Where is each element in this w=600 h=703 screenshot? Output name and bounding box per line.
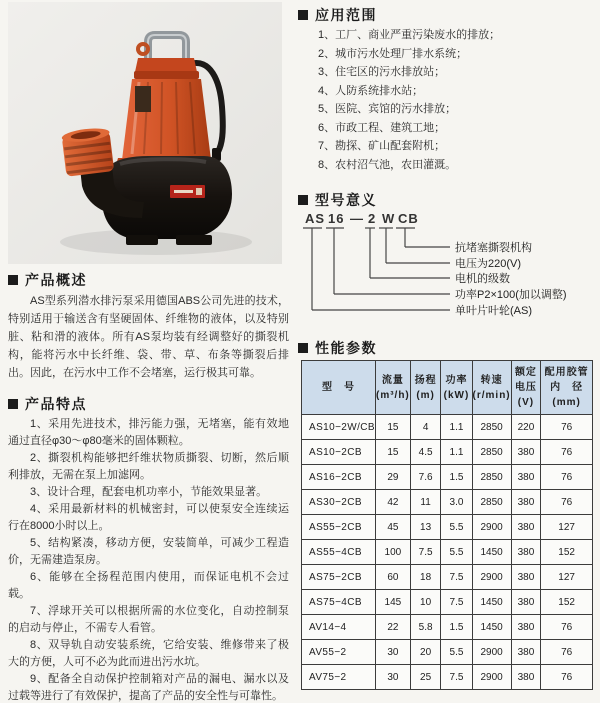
model-cell: AS55−2CB [302,515,376,540]
model-cell: AS30−2CB [302,490,376,515]
nameplate [135,86,151,112]
table-row [302,565,593,590]
model-cell: AS55−4CB [302,540,376,565]
table-row [302,615,593,640]
pump-foot-left [126,235,158,245]
model-cell: AV75−2 [302,665,376,690]
value-cell: 127 [541,565,593,590]
value-cell: 1.5 [441,465,472,490]
value-cell: 5.5 [441,540,472,565]
column-header: 转速 (r/min) [472,361,511,415]
value-cell: 20 [410,640,441,665]
value-cell: 76 [541,640,593,665]
value-cell: 15 [375,415,410,440]
column-header: 配用胶管 内 径 (mm) [541,361,593,415]
model-cell: AS10−2W/CB [302,415,376,440]
label-poles: 电机的级数 [455,273,510,285]
value-cell: 22 [375,615,410,640]
value-cell: 145 [375,590,410,615]
section-title-features [8,394,87,414]
section-title-model-meaning [298,190,377,210]
table-row [302,665,593,690]
application-item: 5、医院、宾馆的污水排放； [318,103,457,115]
value-cell: 380 [511,615,541,640]
table-row [302,440,593,465]
value-cell: 220 [511,415,541,440]
value-cell: 380 [511,465,541,490]
value-cell: 4 [410,415,441,440]
application-item: 1、工厂、商业严重污染废水的排放； [318,29,501,41]
value-cell: 5.8 [410,615,441,640]
column-header: 额定 电压 (V) [511,361,541,415]
value-cell: 152 [541,540,593,565]
model-code-diagram [300,210,596,322]
application-item: 8、农村沼气池，农田灌溉。 [318,158,457,171]
value-cell: 29 [375,465,410,490]
section-title-performance [298,338,377,358]
section-title-applications [298,5,377,25]
value-cell: 2900 [472,565,511,590]
table-row [302,490,593,515]
value-cell: 380 [511,440,541,465]
overview-paragraph [8,292,289,382]
value-cell: 380 [511,490,541,515]
feature-item: 2、撕裂机构能够把纤维状物质撕裂、切断，然后顺利排放，无需在泵上加滤网。 [8,452,289,481]
value-cell: 1.1 [441,440,472,465]
value-cell: 1.5 [441,615,472,640]
value-cell: 10 [410,590,441,615]
feature-item: 5、结构紧凑，移动方便，安装简单，可减少工程造价，无需建造泵房。 [8,537,289,566]
overview-body-text: AS型系列潜水排污泵采用德国ABS公司先进的技术，特别适用于输送含有坚硬固体、纤维物的液体，以及特别脏、粘和滑的液体。所有AS泵均装有经调整好的撕裂机构，能将污水中长纤维、袋、带、草、布条等撕裂后排出。因此，在污水中工作不会堵塞，运行极其可靠。 [8,295,289,379]
value-cell: 11 [410,490,441,515]
table-row [302,415,593,440]
square-bullet-icon [298,195,308,205]
value-cell: 76 [541,615,593,640]
feature-item: 3、设计合理，配套电机功率小，节能效果显著。 [30,486,268,498]
value-cell: 1450 [472,615,511,640]
code-part-series: AS [305,211,326,226]
value-cell: 3.0 [441,490,472,515]
feature-list [8,416,289,703]
application-item: 3、住宅区的污水排放站； [318,66,446,78]
applications-title-text: 应用范围 [315,7,377,23]
model-cell: AS10−2CB [302,440,376,465]
application-item: 4、人防系统排水站； [318,84,424,97]
value-cell: 60 [375,565,410,590]
table-row [302,640,593,665]
value-cell: 380 [511,665,541,690]
value-cell: 18 [410,565,441,590]
value-cell: 30 [375,665,410,690]
value-cell: 2850 [472,415,511,440]
value-cell: 2900 [472,665,511,690]
value-cell: 2850 [472,465,511,490]
value-cell: 380 [511,515,541,540]
value-cell: 2850 [472,440,511,465]
value-cell: 380 [511,590,541,615]
value-cell: 1450 [472,590,511,615]
column-header: 功率 (kW) [441,361,472,415]
value-cell: 45 [375,515,410,540]
application-item: 6、市政工程、建筑工地； [318,121,446,134]
red-label-mark [196,188,202,195]
table-row [302,540,593,565]
feature-item: 1、采用先进技术，排污能力强，无堵塞，能有效地通过直径φ30～φ80毫米的固体颗粒。 [8,418,289,447]
pump-illustration [8,2,282,264]
value-cell: 13 [410,515,441,540]
table-row [302,515,593,540]
model-cell: AS16−2CB [302,465,376,490]
application-item: 7、勘探、矿山配套附机； [318,140,446,152]
column-header: 型 号 [302,361,376,415]
square-bullet-icon [298,343,308,353]
table-row [302,590,593,615]
square-bullet-icon [298,10,308,20]
value-cell: 127 [541,515,593,540]
pump-photo [8,2,282,264]
value-cell: 15 [375,440,410,465]
value-cell: 2850 [472,490,511,515]
value-cell: 380 [511,540,541,565]
hose-coupling [61,126,114,177]
value-cell: 4.5 [410,440,441,465]
square-bullet-icon [8,399,18,409]
value-cell: 7.6 [410,465,441,490]
motor-cap [135,58,197,72]
label-anticlog: 抗堵塞撕裂机构 [455,242,532,254]
model-meaning-title-text: 型号意义 [315,192,377,208]
value-cell: 2900 [472,640,511,665]
value-cell: 5.5 [441,640,472,665]
application-list [318,26,588,174]
code-part-dash: — [350,211,364,226]
column-header: 扬程 (m) [410,361,441,415]
performance-title-text: 性能参数 [315,340,377,356]
feature-item: 9、配备全自动保护控制箱对产品的漏电、漏水以及过载等进行了有效保护，提高了产品的安全性与可靠性。 [8,673,289,702]
value-cell: 2900 [472,515,511,540]
features-title-text: 产品特点 [25,396,87,412]
code-part-poles: 2 [368,211,377,226]
model-cell: AS75−4CB [302,590,376,615]
value-cell: 76 [541,665,593,690]
label-power: 功率P2×100(加以调整) [455,289,567,301]
label-voltage: 电压为220(V) [455,258,522,270]
value-cell: 1450 [472,540,511,565]
value-cell: 30 [375,640,410,665]
label-impeller: 单叶片叶轮(AS) [455,305,532,317]
model-cell: AV55−2 [302,640,376,665]
value-cell: 380 [511,565,541,590]
value-cell: 76 [541,465,593,490]
performance-table [301,360,593,690]
table-header-row [302,361,593,415]
model-cell: AV14−4 [302,615,376,640]
red-label-stripe [174,190,193,193]
application-item: 2、城市污水处理厂排水系统； [318,47,468,60]
column-header: 流量 (m³/h) [375,361,410,415]
value-cell: 152 [541,590,593,615]
value-cell: 1.1 [441,415,472,440]
feature-item: 8、双导轨自动安装系统，它给安装、维修带来了极大的方便，人可不必为此而进出污水坑。 [8,639,289,668]
code-part-cb: CB [398,211,419,226]
value-cell: 76 [541,490,593,515]
section-title-overview [8,270,87,290]
square-bullet-icon [8,275,18,285]
feature-item: 4、采用最新材料的机械密封，可以使泵安全连续运行在8000小时以上。 [8,503,289,532]
feature-item: 7、浮球开关可以根据所需的水位变化，自动控制泵的启动与停止，不需专人看管。 [8,605,289,634]
value-cell: 7.5 [441,565,472,590]
value-cell: 7.5 [441,590,472,615]
value-cell: 76 [541,440,593,465]
value-cell: 25 [410,665,441,690]
code-part-voltage: W [382,211,396,226]
diagram-connector-lines [303,228,450,310]
feature-item: 6、能够在全扬程范围内使用，而保证电机不会过载。 [8,571,289,600]
model-cell: AS75−2CB [302,565,376,590]
value-cell: 5.5 [441,515,472,540]
value-cell: 7.5 [410,540,441,565]
value-cell: 76 [541,415,593,440]
value-cell: 42 [375,490,410,515]
value-cell: 7.5 [441,665,472,690]
table-row [302,465,593,490]
value-cell: 380 [511,640,541,665]
table-body [302,415,593,690]
value-cell: 100 [375,540,410,565]
pump-foot-right [176,235,212,245]
code-part-power: 16 [328,211,345,226]
cap-band [134,71,199,79]
overview-title-text: 产品概述 [25,272,87,288]
